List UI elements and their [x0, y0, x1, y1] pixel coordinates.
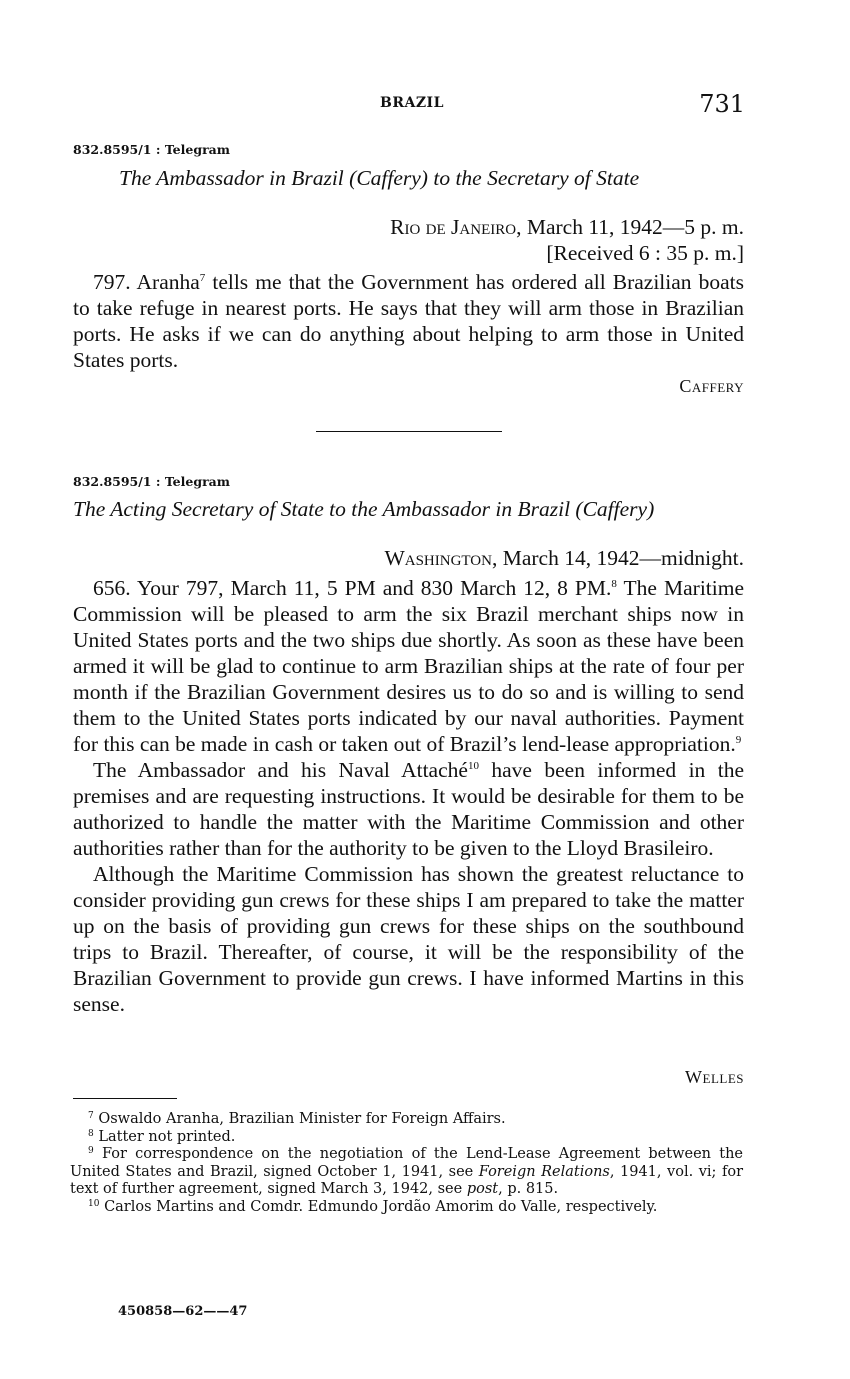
doc1-date: , March 11, 1942—5 p. m. — [516, 215, 744, 239]
footnote-mark: 7 — [88, 1111, 94, 1121]
doc1-para1-text-a: 797. Aranha — [93, 270, 200, 294]
footnote-10 — [70, 1199, 743, 1217]
doc2-para2-text-a: The Ambassador and his Naval Attaché — [93, 758, 468, 782]
footnote-ref-7: 7 — [199, 272, 206, 284]
doc1-file-number: 832.8595/1 : Telegram — [73, 142, 230, 157]
footnote-citation-italic: post — [466, 1181, 499, 1197]
footnote-text: , 1941, vol. vi; for text of further agreement, signed March 3, 1942, see — [70, 1163, 744, 1197]
doc2-file-number: 832.8595/1 : Telegram — [73, 474, 230, 489]
doc1-place: Rio de Janeiro — [390, 215, 517, 239]
footnote-text: Carlos Martins and Comdr. Edmundo Jordão Amorim do Valle, respectively. — [104, 1198, 658, 1215]
doc2-title: The Acting Secretary of State to the Ambassador in Brazil (Caffery) — [73, 497, 655, 521]
footnote-mark: 9 — [88, 1146, 94, 1156]
footnote-ref-10: 10 — [467, 760, 479, 772]
footnote-citation-italic: Foreign Relations — [478, 1163, 610, 1180]
doc2-paragraph-3: Although the Maritime Commission has shown the greatest reluctance to consider providing gun crews for these ships I am prepared to take the matter up on the basis of providing gun crews for these ships on the southbound trips to Brazil. Thereafter, of course, it will be the responsibility of the Brazilian Government to provide gun crews. I have informed Martins in this sense. — [73, 862, 744, 1016]
footnote-text: Oswaldo Aranha, Brazilian Minister for Foreign Affairs. — [98, 1111, 506, 1127]
doc2-para1-text-b: The Maritime Commission will be pleased to arm the six Brazil merchant ships now in United States ports and the two ships due shortly. As soon as these have been armed it will be glad to continue to arm Brazilian ships at the rate of four per month if the Brazilian Government desires us to do so and is willing to send them to the United States ports indicated by our naval authorities. Payment for this can be made in cash or taken out of Brazil’s lend-lease appropriation. — [73, 576, 745, 756]
doc1-dateline — [390, 215, 744, 240]
footnotes — [70, 1111, 743, 1216]
doc2-signature: Welles — [685, 1067, 744, 1087]
footnote-text: , p. 815. — [498, 1181, 559, 1197]
doc2-date: , March 14, 1942—midnight. — [491, 546, 744, 570]
doc2-para1-text-a: 656. Your 797, March 11, 5 PM and 830 March 12, 8 PM. — [93, 576, 612, 600]
doc1-title: The Ambassador in Brazil (Caffery) to the Secretary of State — [119, 166, 640, 190]
footnote-mark: 10 — [88, 1198, 100, 1209]
footnote-8 — [70, 1129, 743, 1147]
doc2-paragraph-2 — [73, 757, 744, 861]
doc1-paragraph-1 — [73, 269, 744, 373]
doc1-para1-text-b: tells me that the Government has ordered all Brazilian boats to take refuge in nearest ports. He says that they will arm those in Brazilian ports. He asks if we can do anything about helping to arm those in United States ports. — [73, 270, 744, 372]
footnote-rule — [73, 1098, 177, 1099]
footnote-text: For correspondence on the negotiation of the Lend-Lease Agreement between the United States and Brazil, signed October 1, 1941, see — [70, 1146, 744, 1180]
doc2-paragraph-1 — [73, 575, 744, 757]
footnote-9 — [70, 1146, 743, 1199]
doc1-received: [Received 6 : 35 p. m.] — [546, 241, 744, 265]
doc2-dateline — [384, 546, 744, 571]
footnote-mark: 8 — [88, 1128, 94, 1139]
page-number: 731 — [699, 90, 745, 118]
doc1-body — [73, 269, 744, 373]
footnote-7 — [70, 1111, 743, 1129]
footnote-ref-8: 8 — [611, 578, 617, 590]
footnote-text: Latter not printed. — [98, 1128, 236, 1145]
doc2-body — [73, 575, 744, 1017]
doc2-para2-text-b: have been informed in the premises and are requesting instructions. It would be desirable for them to be authorized to handle the matter with the Maritime Commission and other authorities rather than for the authority to be given to the Lloyd Brasileiro. — [73, 758, 744, 860]
doc2-place: Washington — [384, 546, 492, 570]
doc1-signature: Caffery — [679, 376, 744, 396]
section-divider — [316, 431, 502, 432]
footnote-ref-9: 9 — [735, 734, 742, 746]
running-head: BRAZIL — [380, 95, 444, 111]
printer-mark: 450858—62——47 — [118, 1304, 248, 1319]
